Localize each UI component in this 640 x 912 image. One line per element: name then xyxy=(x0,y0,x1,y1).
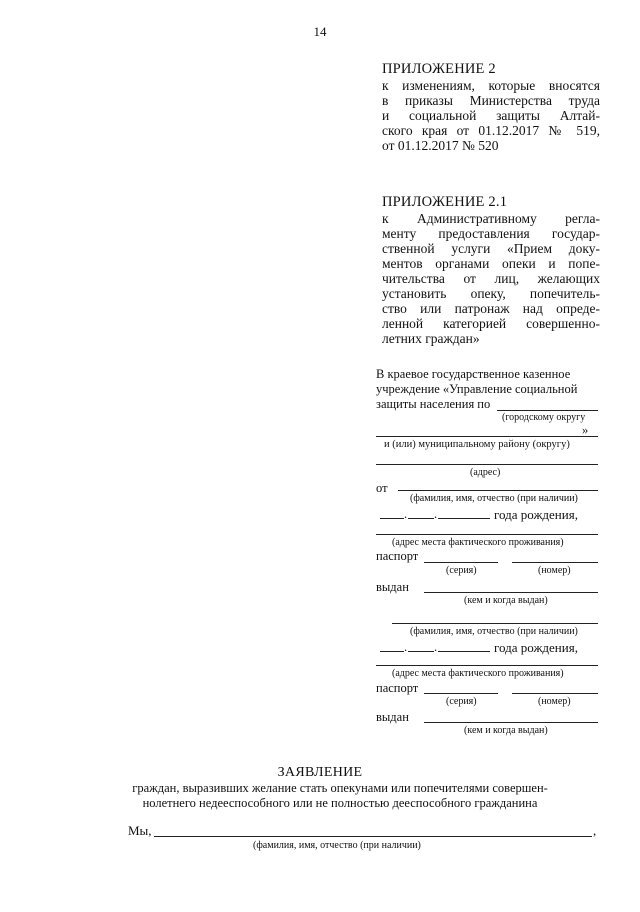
hint-city-district: (городскому округу xyxy=(502,412,586,423)
statement-title: ЗАЯВЛЕНИЕ xyxy=(277,765,363,780)
municipal-district-field[interactable] xyxy=(376,436,598,437)
applicant-1-number-hint: (номер) xyxy=(538,565,571,576)
applicants-fio-hint: (фамилия, имя, отчество (при наличии) xyxy=(253,840,421,851)
applicant-2-number-hint: (номер) xyxy=(538,696,571,707)
addressee-line-2: учреждение «Управление социальной xyxy=(376,382,578,396)
applicant-2-birth-day-field[interactable] xyxy=(380,651,404,652)
applicant-1-residence-hint: (адрес места фактического проживания) xyxy=(392,537,564,548)
applicant-2-residence-field[interactable] xyxy=(376,665,598,666)
appendix-2-line: от 01.12.2017 № 520 xyxy=(382,138,499,153)
appendix-2-line: к изменениям, которые вносятся xyxy=(382,78,600,93)
applicant-1-birth-year-field[interactable] xyxy=(438,518,490,519)
applicant-2-fio-field[interactable] xyxy=(392,623,598,624)
applicant-1-passport-label: паспорт xyxy=(376,549,419,563)
addressee-line-3: защиты населения по xyxy=(376,397,491,411)
applicant-1-issued-field[interactable] xyxy=(424,592,598,593)
applicants-fio-field[interactable] xyxy=(154,836,592,837)
applicant-1-issued-hint: (кем и когда выдан) xyxy=(464,595,548,606)
hint-address: (адрес) xyxy=(470,467,501,478)
addressee-line-1: В краевое государственное казенное xyxy=(376,367,571,381)
applicant-1-passport-series-field[interactable] xyxy=(424,562,498,563)
page-number: 14 xyxy=(313,24,327,39)
applicant-2-issued-label: выдан xyxy=(376,710,409,724)
appendix-2-1-line: ленной категорией совершенно- xyxy=(382,316,600,331)
statement-subtitle xyxy=(60,781,620,811)
applicant-2-birth-label: года рождения, xyxy=(494,640,578,655)
applicant-1-fio-hint: (фамилия, имя, отчество (при наличии) xyxy=(410,493,578,504)
appendix-2-1-line: к Административному регла- xyxy=(382,211,600,226)
applicant-2-birth-year-field[interactable] xyxy=(438,651,490,652)
appendix-2-1-header: ПРИЛОЖЕНИЕ 2.1 xyxy=(382,194,508,210)
address-field[interactable] xyxy=(376,464,598,465)
appendix-2-1-line: летних граждан» xyxy=(382,331,480,346)
appendix-2-1-line: менту предоставления государ- xyxy=(382,226,600,241)
appendix-2-block xyxy=(382,62,600,153)
applicant-1-issued-label: выдан xyxy=(376,580,409,594)
appendix-2-1-block xyxy=(382,195,600,346)
appendix-2-header: ПРИЛОЖЕНИЕ 2 xyxy=(382,61,496,77)
appendix-2-line: ского края от 01.12.2017 № 519, xyxy=(382,123,600,138)
appendix-2-line: в приказы Министерства труда xyxy=(382,93,600,108)
statement-subtitle-line: нолетнего недееспособного или не полностью дееспособного гражданина xyxy=(142,796,538,810)
applicant-1-fio-field[interactable] xyxy=(398,490,598,491)
applicant-1-series-hint: (серия) xyxy=(446,565,477,576)
applicant-2-fio-hint: (фамилия, имя, отчество (при наличии) xyxy=(410,626,578,637)
appendix-2-1-line: чительства от лиц, желающих xyxy=(382,271,600,286)
applicant-2-issued-hint: (кем и когда выдан) xyxy=(464,725,548,736)
applicant-1-birth-day-field[interactable] xyxy=(380,518,404,519)
applicant-2-passport-label: паспорт xyxy=(376,681,419,695)
we-label: Мы, xyxy=(128,823,152,838)
applicant-1-birth-month-field[interactable] xyxy=(408,518,434,519)
closing-quote: » xyxy=(582,423,589,437)
municipal-district-hint: и (или) муниципальному району (округу) xyxy=(384,439,570,450)
from-label: от xyxy=(376,481,388,495)
applicant-2-issued-field[interactable] xyxy=(424,722,598,723)
appendix-2-1-line: ство или патронаж над опреде- xyxy=(382,301,600,316)
fio-comma: , xyxy=(593,823,597,838)
date-dot: . xyxy=(434,507,438,521)
appendix-2-1-line: ментов органами опеки и попе- xyxy=(382,256,600,271)
applicant-1-birth-label: года рождения, xyxy=(494,507,578,522)
applicant-2-series-hint: (серия) xyxy=(446,696,477,707)
appendix-2-1-line: установить опеку, попечитель- xyxy=(382,286,600,301)
applicant-1-passport-number-field[interactable] xyxy=(512,562,598,563)
appendix-2-line: и социальной защиты Алтай- xyxy=(382,108,600,123)
applicant-1-residence-field[interactable] xyxy=(376,534,598,535)
date-dot: . xyxy=(404,507,408,521)
date-dot: . xyxy=(404,640,408,654)
applicant-2-birth-month-field[interactable] xyxy=(408,651,434,652)
applicant-2-passport-series-field[interactable] xyxy=(424,693,498,694)
date-dot: . xyxy=(434,640,438,654)
statement-subtitle-line: граждан, выразивших желание стать опекунами или попечителями совершен- xyxy=(132,781,548,795)
appendix-2-1-line: ственной услуги «Прием доку- xyxy=(382,241,600,256)
applicant-2-residence-hint: (адрес места фактического проживания) xyxy=(392,668,564,679)
applicant-2-passport-number-field[interactable] xyxy=(512,693,598,694)
city-district-field[interactable] xyxy=(497,410,598,411)
